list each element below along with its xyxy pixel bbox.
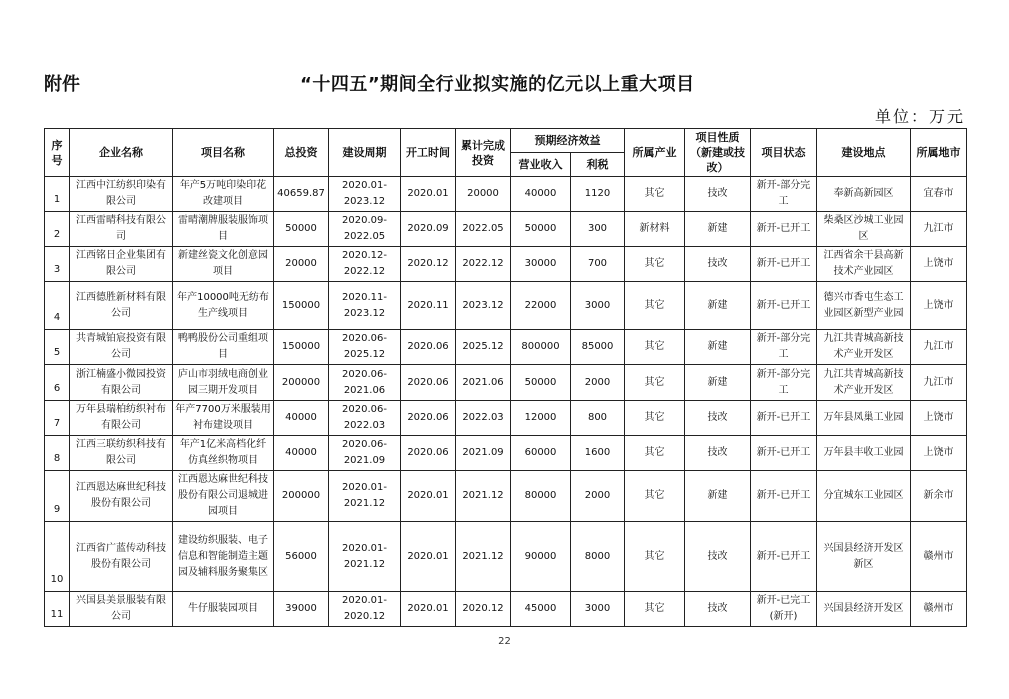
col-header-idx: 序号 [45,129,70,177]
table-row [45,282,967,330]
cell-start: 2020.12 [401,247,456,282]
col-header-city: 所属地市 [911,129,967,177]
cell-nature: 新建 [685,212,751,247]
cell-tax: 1120 [571,177,625,212]
cell-company: 江西德胜新材料有限公司 [70,282,173,330]
cell-project: 雷晴潮牌服装服饰项目 [173,212,274,247]
cell-start: 2020.06 [401,401,456,436]
cell-period: 2020.06-2021.09 [329,436,401,471]
cell-project: 年产7700万米服装用衬布建设项目 [173,401,274,436]
cell-period: 2020.01-2021.12 [329,471,401,522]
cell-idx: 11 [45,592,70,627]
cell-location: 九江共青城高新技术产业开发区 [817,365,911,401]
cell-project: 牛仔服装园项目 [173,592,274,627]
cell-start: 2020.06 [401,365,456,401]
cell-investment: 150000 [274,330,329,365]
cell-status: 新开-已开工 [751,522,817,592]
cell-location: 德兴市香屯生态工业园区新型产业园 [817,282,911,330]
cell-company: 万年县瑞柏纺织衬布有限公司 [70,401,173,436]
cell-status: 新开-部分完工 [751,330,817,365]
cell-industry: 其它 [625,471,685,522]
cell-investment: 40659.87 [274,177,329,212]
cell-city: 赣州市 [911,522,967,592]
cell-city: 九江市 [911,365,967,401]
table-row [45,436,967,471]
cell-complete: 2021.12 [456,471,511,522]
cell-project: 年产1亿米高档化纤仿真丝织物项目 [173,436,274,471]
col-header-company: 企业名称 [70,129,173,177]
table-row [45,330,967,365]
cell-start: 2020.01 [401,177,456,212]
cell-location: 万年县丰收工业园 [817,436,911,471]
cell-investment: 40000 [274,401,329,436]
cell-company: 江西中江纺织印染有限公司 [70,177,173,212]
cell-tax: 1600 [571,436,625,471]
cell-start: 2020.06 [401,436,456,471]
cell-idx: 6 [45,365,70,401]
cell-location: 奉新高新园区 [817,177,911,212]
cell-industry: 其它 [625,592,685,627]
cell-company: 江西省广蓝传动科技股份有限公司 [70,522,173,592]
cell-industry: 其它 [625,436,685,471]
cell-nature: 技改 [685,436,751,471]
table-body [45,177,967,627]
cell-status: 新开-已开工 [751,212,817,247]
cell-revenue: 22000 [511,282,571,330]
cell-nature: 新建 [685,471,751,522]
cell-city: 上饶市 [911,247,967,282]
cell-company: 江西三联纺织科技有限公司 [70,436,173,471]
cell-idx: 4 [45,282,70,330]
cell-location: 兴国县经济开发区新区 [817,522,911,592]
col-header-industry: 所属产业 [625,129,685,177]
cell-industry: 其它 [625,177,685,212]
cell-complete: 2025.12 [456,330,511,365]
cell-period: 2020.01-2020.12 [329,592,401,627]
cell-nature: 技改 [685,592,751,627]
cell-investment: 56000 [274,522,329,592]
cell-tax: 700 [571,247,625,282]
cell-project: 年产5万吨印染印花改建项目 [173,177,274,212]
cell-status: 新开-已开工 [751,436,817,471]
cell-tax: 85000 [571,330,625,365]
cell-revenue: 80000 [511,471,571,522]
cell-city: 九江市 [911,212,967,247]
cell-revenue: 45000 [511,592,571,627]
cell-complete: 2021.12 [456,522,511,592]
cell-idx: 1 [45,177,70,212]
cell-tax: 800 [571,401,625,436]
cell-revenue: 50000 [511,365,571,401]
col-header-benefit: 预期经济效益 [511,129,625,153]
cell-location: 柴桑区沙城工业园区 [817,212,911,247]
cell-complete: 2022.12 [456,247,511,282]
cell-nature: 新建 [685,330,751,365]
cell-industry: 其它 [625,522,685,592]
cell-industry: 其它 [625,401,685,436]
page-title: “十四五”期间全行业拟实施的亿元以上重大项目 [300,74,695,95]
cell-project: 庐山市羽绒电商创业园三期开发项目 [173,365,274,401]
cell-city: 赣州市 [911,592,967,627]
cell-investment: 39000 [274,592,329,627]
cell-period: 2020.06-2025.12 [329,330,401,365]
cell-idx: 7 [45,401,70,436]
cell-city: 宜春市 [911,177,967,212]
cell-location: 万年县凤巢工业园 [817,401,911,436]
cell-company: 兴国县美景服装有限公司 [70,592,173,627]
cell-project: 年产10000吨无纺布生产线项目 [173,282,274,330]
cell-company: 浙江楠盛小微园投资有限公司 [70,365,173,401]
cell-status: 新开-已开工 [751,282,817,330]
cell-status: 新开-已完工(新开) [751,592,817,627]
cell-tax: 2000 [571,365,625,401]
cell-period: 2020.06-2022.03 [329,401,401,436]
cell-status: 新开-已开工 [751,471,817,522]
cell-complete: 2021.06 [456,365,511,401]
col-header-location: 建设地点 [817,129,911,177]
cell-nature: 新建 [685,282,751,330]
cell-nature: 技改 [685,522,751,592]
cell-start: 2020.01 [401,592,456,627]
cell-investment: 200000 [274,471,329,522]
cell-nature: 新建 [685,365,751,401]
cell-investment: 50000 [274,212,329,247]
cell-city: 九江市 [911,330,967,365]
cell-idx: 8 [45,436,70,471]
cell-nature: 技改 [685,247,751,282]
cell-industry: 其它 [625,365,685,401]
col-header-project: 项目名称 [173,129,274,177]
cell-revenue: 30000 [511,247,571,282]
cell-idx: 10 [45,522,70,592]
unit-label: 单位：万元 [874,107,965,126]
cell-city: 上饶市 [911,282,967,330]
cell-start: 2020.09 [401,212,456,247]
cell-city: 上饶市 [911,436,967,471]
cell-tax: 3000 [571,282,625,330]
cell-period: 2020.09-2022.05 [329,212,401,247]
table-row [45,401,967,436]
cell-revenue: 60000 [511,436,571,471]
page-number: 22 [498,636,511,647]
cell-complete: 2020.12 [456,592,511,627]
cell-project: 鸭鸭股份公司重组项目 [173,330,274,365]
cell-start: 2020.11 [401,282,456,330]
col-header-investment: 总投资 [274,129,329,177]
cell-industry: 其它 [625,282,685,330]
cell-start: 2020.01 [401,471,456,522]
cell-status: 新开-部分完工 [751,365,817,401]
cell-complete: 2023.12 [456,282,511,330]
col-header-start: 开工时间 [401,129,456,177]
cell-revenue: 90000 [511,522,571,592]
table-row [45,592,967,627]
cell-period: 2020.06-2021.06 [329,365,401,401]
cell-company: 共青城铂宸投资有限公司 [70,330,173,365]
cell-nature: 技改 [685,177,751,212]
cell-complete: 20000 [456,177,511,212]
cell-tax: 3000 [571,592,625,627]
cell-project: 新建丝瓷文化创意园项目 [173,247,274,282]
cell-project: 江西恩达麻世纪科技股份有限公司退城进园项目 [173,471,274,522]
cell-project: 建设纺织服装、电子信息和智能制造主题园及辅料服务聚集区 [173,522,274,592]
cell-industry: 其它 [625,330,685,365]
col-header-period: 建设周期 [329,129,401,177]
cell-complete: 2022.05 [456,212,511,247]
cell-status: 新开-部分完工 [751,177,817,212]
cell-company: 江西铭日企业集团有限公司 [70,247,173,282]
cell-location: 兴国县经济开发区 [817,592,911,627]
col-header-complete: 累计完成投资 [456,129,511,177]
cell-industry: 其它 [625,247,685,282]
cell-nature: 技改 [685,401,751,436]
cell-period: 2020.11-2023.12 [329,282,401,330]
projects-table [44,128,967,627]
table-row [45,522,967,592]
attachment-label: 附件 [44,74,80,95]
cell-location: 九江共青城高新技术产业开发区 [817,330,911,365]
cell-investment: 40000 [274,436,329,471]
table-row [45,212,967,247]
cell-idx: 9 [45,471,70,522]
cell-idx: 2 [45,212,70,247]
cell-revenue: 800000 [511,330,571,365]
cell-investment: 20000 [274,247,329,282]
cell-revenue: 12000 [511,401,571,436]
table-row [45,177,967,212]
cell-idx: 3 [45,247,70,282]
table-row [45,247,967,282]
cell-period: 2020.01-2023.12 [329,177,401,212]
cell-start: 2020.06 [401,330,456,365]
col-header-revenue: 营业收入 [511,153,571,177]
cell-idx: 5 [45,330,70,365]
cell-start: 2020.01 [401,522,456,592]
cell-investment: 150000 [274,282,329,330]
cell-period: 2020.01-2021.12 [329,522,401,592]
cell-city: 上饶市 [911,401,967,436]
cell-city: 新余市 [911,471,967,522]
cell-revenue: 50000 [511,212,571,247]
col-header-tax: 利税 [571,153,625,177]
cell-industry: 新材料 [625,212,685,247]
cell-tax: 8000 [571,522,625,592]
col-header-status: 项目状态 [751,129,817,177]
cell-complete: 2022.03 [456,401,511,436]
cell-investment: 200000 [274,365,329,401]
cell-revenue: 40000 [511,177,571,212]
table-row [45,471,967,522]
cell-tax: 2000 [571,471,625,522]
cell-period: 2020.12-2022.12 [329,247,401,282]
cell-tax: 300 [571,212,625,247]
table-row [45,365,967,401]
cell-status: 新开-已开工 [751,247,817,282]
cell-company: 江西雷晴科技有限公司 [70,212,173,247]
cell-location: 江西省余干县高新技术产业园区 [817,247,911,282]
cell-status: 新开-已开工 [751,401,817,436]
cell-complete: 2021.09 [456,436,511,471]
col-header-nature: 项目性质（新建或技改） [685,129,751,177]
cell-company: 江西恩达麻世纪科技股份有限公司 [70,471,173,522]
cell-location: 分宜城东工业园区 [817,471,911,522]
